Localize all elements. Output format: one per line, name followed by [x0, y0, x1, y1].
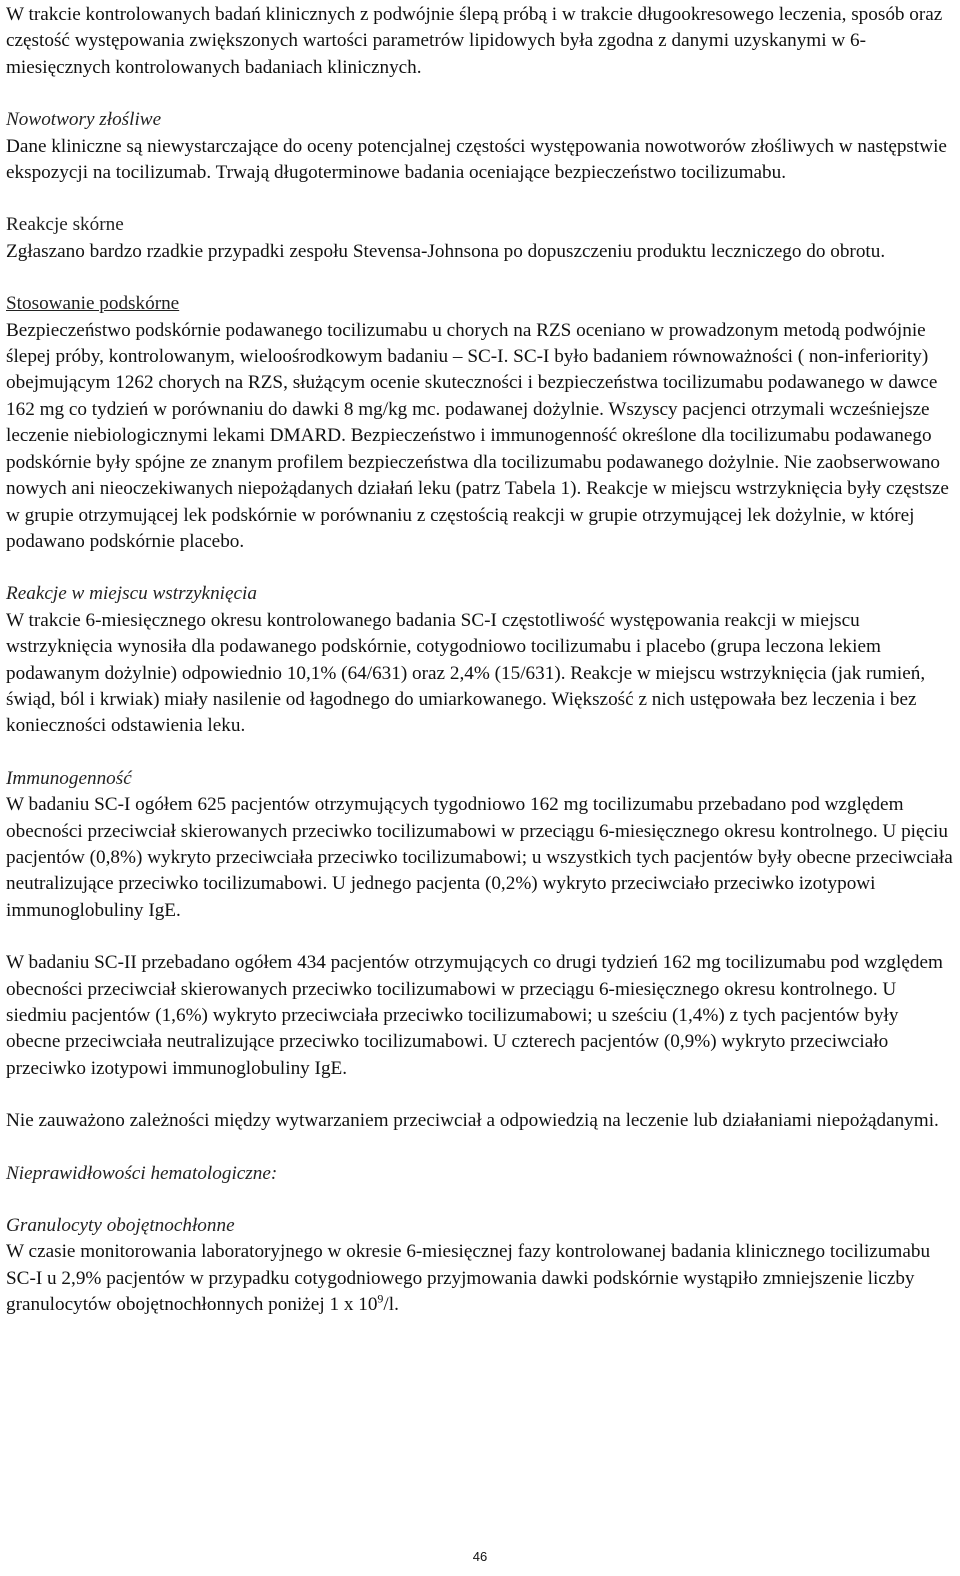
skin-reactions-heading: Reakcje skórne	[6, 214, 124, 236]
immunogenicity-paragraph-conclusion: Nie zauważono zależności między wytwarzaniem przeciwciał a odpowiedzią na leczenie lub działaniami niepożądanymi.	[6, 1110, 939, 1132]
neutrophils-exponent: 9	[377, 1291, 384, 1306]
neutrophils-paragraph	[6, 1239, 954, 1318]
neutrophils-heading: Granulocyty obojętnochłonne	[6, 1215, 235, 1237]
skin-reactions-paragraph: Zgłaszano bardzo rzadkie przypadki zespołu Stevensa-Johnsona po dopuszczeniu produktu leczniczego do obrotu.	[6, 240, 886, 262]
subcutaneous-heading: Stosowanie podskórne	[6, 293, 180, 315]
immunogenicity-heading: Immunogenność	[6, 767, 132, 789]
intro-section	[6, 2, 954, 81]
immunogenicity-paragraph-sc2: W badaniu SC-II przebadano ogółem 434 pacjentów otrzymujących co drugi tydzień 162 mg tocilizumabu pod względem obecności przeciwciał skierowanych przeciwko tocilizumabowi w przeciągu 6-miesięcznego okresu kontrolnego. U siedmiu pacjentów (1,6%) wykryto przeciwciała przeciwko tocilizumabowi; u sześciu (1,4%) z tych pacjentów były obecne przeciwciała neutralizujące przeciwko tocilizumabowi. U czterech pacjentów (0,9%) wykryto przeciwciało przeciwko izotypowi immunoglobuliny IgE.	[6, 952, 943, 1079]
hematologic-section	[6, 1161, 954, 1187]
malignancies-section	[6, 107, 954, 186]
malignancies-heading: Nowotwory złośliwe	[6, 109, 162, 131]
hematologic-heading: Nieprawidłowości hematologiczne:	[6, 1162, 278, 1184]
skin-reactions-section	[6, 212, 954, 265]
neutrophils-section	[6, 1213, 954, 1319]
immunogenicity-paragraph-sc1: W badaniu SC-I ogółem 625 pacjentów otrzymujących tygodniowo 162 mg tocilizumabu przebadano pod względem obecności przeciwciał skierowanych przeciwko tocilizumabowi w przeciągu 6-miesięcznego okresu kontrolnego. U pięciu pacjentów (0,8%) wykryto przeciwciała przeciwko tocilizumabowi; u wszystkich tych pacjentów były obecne przeciwciała neutralizujące przeciwko tocilizumabowi. U jednego pacjenta (0,2%) wykryto przeciwciało przeciwko izotypowi immunoglobuliny IgE.	[6, 794, 953, 921]
neutrophils-text: W czasie monitorowania laboratoryjnego w okresie 6-miesięcznej fazy kontrolowanej badania klinicznego tocilizumabu SC-I u 2,9% pacjentów w przypadku cotygodniowego przyjmowania dawki podskórnie wystąpiło zmniejszenie liczby granulocytów obojętnochłonnych poniżej 1 x 10	[6, 1241, 931, 1316]
injection-site-paragraph: W trakcie 6-miesięcznego okresu kontrolowanego badania SC-I częstotliwość występowania reakcji w miejscu wstrzyknięcia wynosiła dla podawanego podskórnie, cotygodniowo tocilizumabu i placebo (grupa leczona lekiem podawanym dożylnie) odpowiednio 10,1% (64/631) oraz 2,4% (15/631). Reakcje w miejscu wstrzyknięcia (jak rumień, świąd, ból i krwiak) miały nasilenie od łagodnego do umiarkowanego. Większość z nich ustępowała bez leczenia i bez konieczności odstawienia leku.	[6, 609, 926, 737]
malignancies-paragraph: Dane kliniczne są niewystarczające do oceny potencjalnej częstości występowania nowotworów złośliwych w następstwie ekspozycji na tocilizumab. Trwają długoterminowe badania oceniające bezpieczeństwo tocilizumabu.	[6, 135, 947, 184]
immunogenicity-conclusion-section	[6, 1108, 954, 1134]
page-number: 46	[472, 1549, 488, 1564]
document-page	[6, 2, 954, 1319]
immunogenicity-sc2-section	[6, 950, 954, 1082]
injection-site-heading: Reakcje w miejscu wstrzyknięcia	[6, 583, 257, 605]
subcutaneous-paragraph: Bezpieczeństwo podskórnie podawanego tocilizumabu u chorych na RZS oceniano w prowadzonym metodą podwójnie ślepej próby, kontrolowanym, wieloośrodkowym badaniu – SC-I. SC-I było badaniem równoważności ( non-inferiority) obejmującym 1262 chorych na RZS, służącym ocenie skuteczności i bezpieczeństwa tocilizumabu podawanego w dawce 162 mg co tydzień w porównaniu do dawki 8 mg/kg mc. podawanej dożylnie. Wszyscy pacjenci otrzymali wcześniejsze leczenie niebiologicznymi lekami DMARD. Bezpieczeństwo i immunogenność określone dla tocilizumabu podawanego podskórnie były spójne ze znanym profilem bezpieczeństwa dla tocilizumabu podawanego dożylnie. Nie zaobserwowano nowych ani nieoczekiwanych niepożądanych działań leku (patrz Tabela 1). Reakcje w miejscu wstrzyknięcia były częstsze w grupie otrzymującej lek podskórnie w porównaniu z częstością reakcji w grupie otrzymującej lek dożylnie, w której podawano podskórnie placebo.	[6, 319, 949, 552]
neutrophils-unit: /l.	[383, 1294, 399, 1316]
immunogenicity-section	[6, 766, 954, 924]
subcutaneous-section	[6, 291, 954, 555]
injection-site-section	[6, 581, 954, 739]
intro-paragraph: W trakcie kontrolowanych badań klinicznych z podwójnie ślepą próbą i w trakcie długookresowego leczenia, sposób oraz częstość występowania zwiększonych wartości parametrów lipidowych była zgodna z danymi uzyskanymi w 6-miesięcznych kontrolowanych badaniach klinicznych.	[6, 4, 943, 78]
